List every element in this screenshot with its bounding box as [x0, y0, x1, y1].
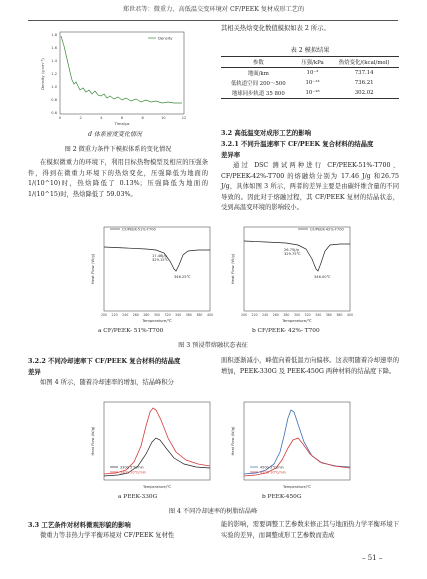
fig4a-ylabel: Heat Flow (W/g) [91, 426, 95, 456]
fig4a-legend-2: 330G 10℃/min [120, 470, 146, 475]
figure-3a-dsc-chart [86, 217, 216, 327]
section-3-2-heading: 3.2 高低温变对成形工艺的影响 [221, 129, 312, 137]
right-paragraph-line: 通过 DSC 测试两种进行 CF/PEEK-51%-T700、 [233, 162, 399, 169]
fig2-subcaption: d 体系密度变化情况 [88, 131, 142, 138]
right-intro: 其相关热焓变化数值模拟如表 2 所示。 [221, 25, 330, 32]
fig4a-subcaption: a PEEK-330G [118, 494, 158, 500]
header-rule [28, 20, 398, 21]
fig3b-subcaption: b CF/PEEK- 42%- T700 [252, 328, 320, 334]
fig2-ytick: 1.6 [51, 46, 57, 50]
fig3b-legend: CF/PEEK-42%-T700 [310, 227, 344, 232]
fig3b-ylabel: Heat Flow (W/g) [230, 253, 235, 285]
figure-3b-dsc-chart [226, 217, 356, 327]
fig3a-xtick: 200 [100, 313, 108, 317]
fig3b-xtick: 340 [315, 313, 322, 317]
table2-cell: 地面/km [247, 71, 269, 77]
left-paragraph-line: 应的压强条件，得到在微重力环境下的热焓变化，压 [28, 159, 209, 177]
fig2-ytick: 1.0 [51, 85, 57, 89]
table2-header: 参数 [252, 60, 264, 66]
fig2-ytick: 1.8 [51, 33, 57, 37]
fig4b-curve-5c [244, 410, 350, 474]
section-3-2-1-heading-line2: 差异率 [221, 151, 241, 159]
left-paragraph-line: 强降低为地面的 1/(10^10)时，热焓降低了 0.13%；压 [28, 169, 209, 188]
right-paragraph3-line: 能的影响，需要调整工艺参数来修正其与地面热力学 [221, 521, 368, 528]
fig4b-legend-1: 450G 5℃/min [260, 465, 284, 470]
fig2-xtick: 4 [100, 116, 103, 120]
fig2-xtick: 8 [141, 116, 144, 120]
fig2-ylabel: Density (g·cm⁻³) [40, 58, 45, 90]
fig3b-xlabel: Temperature/℃ [282, 318, 312, 323]
right-paragraph-line: 纤维含量的不同导致的。因此对于熔融过程，其 CF/ [221, 183, 400, 201]
fig2-xtick: 12 [181, 116, 187, 120]
section-3-2-2-heading-line1: 3.2.2 不同冷却速率下 CF/PEEK 复合材料的结晶度 [28, 357, 181, 365]
fig2-density-curve [61, 36, 182, 103]
fig3a-ylabel: Heat Flow (W/g) [90, 253, 95, 285]
fig2-yticks [51, 33, 57, 115]
fig3a-xtick: 400 [206, 313, 214, 317]
fig3-caption: 图 3 预浸带熔融状态表征 [178, 342, 248, 349]
fig3a-xtick: 240 [122, 313, 129, 317]
fig3a-xtick: 220 [111, 313, 118, 317]
fig3a-xtick: 260 [132, 313, 139, 317]
table2-header-row [221, 57, 399, 68]
running-header: 郑世君等：微重力、高低温交变环境对 CF/PEEK 复材成形工艺的 [122, 6, 305, 13]
table2-cell: 低轨道空间 200～500 [231, 81, 286, 87]
table2-cell: 737.14 [354, 70, 374, 76]
right-paragraph-line: 26.75 J/g，具体如图 3 所示，两者的差异主要是由碳 [221, 172, 399, 191]
figure-2-density-chart [36, 24, 196, 128]
table2-cell: 10⁻³ [306, 70, 319, 76]
fig3b-xtick: 400 [346, 313, 354, 317]
fig2-legend: Density [158, 35, 173, 41]
fig3a-legend: CF/PEEK-51%-T700 [122, 227, 156, 232]
fig3a-xticks [101, 313, 213, 317]
section-3-2-2-heading-line2: 差异 [28, 368, 41, 376]
right-paragraph-line: CF/PEEK-42%-T700 的熔融焓分别为 17.46 J/g 和 [221, 172, 381, 180]
table2-row [221, 68, 399, 79]
fig3b-xtick: 300 [293, 313, 301, 317]
right-paragraph-line: PEEK 复材的结晶状态，受到高温变环境的影响较小。 [221, 193, 399, 212]
fig3b-xtick: 360 [325, 313, 332, 317]
fig3b-plot-frame [244, 227, 350, 311]
right-paragraph2-line: 冷却速率的增加，PEEK-330G 及 PEEK-450G 两种材 [221, 357, 399, 375]
fig3a-xlabel: Temperature/℃ [142, 318, 172, 323]
figure-4b-crystallization-chart [226, 396, 356, 496]
right-paragraph2-line: 面积逐渐减小，峰值向着低温方向偏移。这表明随着 [221, 357, 368, 364]
fig4a-curve-5c [104, 408, 210, 474]
fig2-xtick: 2 [79, 116, 82, 120]
left-paragraph-line: 在模拟微重力的环境下，利用目标热物模型及相 [40, 159, 176, 166]
fig3a-annotation-enthalpy: 17.46J/g [152, 254, 167, 258]
fig2-ytick: 0.6 [51, 111, 57, 115]
fig2-plot-frame [60, 32, 184, 114]
fig3b-dsc-curve [244, 241, 350, 271]
table2-cell: 10⁻¹⁸ [305, 90, 320, 96]
fig4a-xlabel: Temperature/℃ [142, 485, 172, 489]
fig3b-xtick: 260 [272, 313, 279, 317]
left-paragraph-2: 如图 4 所示，随着冷却速率的增加，结晶峰积分 [40, 379, 174, 386]
right-paragraph-2 [221, 356, 399, 377]
fig3b-annotation-peak: 346.00℃ [314, 275, 331, 279]
fig4b-xlabel: Temperature/℃ [282, 485, 312, 489]
page-number: – 51 – [362, 554, 383, 562]
left-paragraph-line: 强降低为地面的 1/(10^15)时，热焓降低了 59.03%。 [28, 180, 208, 198]
table2-row [221, 88, 399, 99]
table2-cell: 10⁻¹³ [305, 80, 320, 86]
fig2-caption: 图 2 微重力条件下模拟体系的变化情况 [64, 146, 172, 153]
table2-row [221, 78, 399, 88]
right-paragraph3-line: 平衡环境下实验的差异，而调整成形工艺参数而造成 [221, 521, 399, 539]
fig3b-xtick: 240 [262, 313, 269, 317]
fig2-ytick: 1.2 [51, 72, 57, 76]
fig3b-annotation-enthalpy: 26.75J/g [284, 248, 299, 252]
fig3b-xtick: 380 [336, 313, 343, 317]
section-3-3-heading: 3.3 工艺条件对材料微观形貌的影响 [28, 521, 131, 529]
left-paragraph-3: 微重力等非热力学平衡环境对 CF/PEEK 复材性 [40, 532, 175, 539]
right-paragraph2-line: 料的结晶度下降。 [344, 367, 396, 375]
fig2-ytick: 1.4 [51, 59, 57, 63]
table2-cell: 736.21 [354, 80, 374, 86]
fig3a-xtick: 380 [196, 313, 203, 317]
fig4b-ylabel: Heat Flow (W/g) [231, 426, 235, 456]
fig3a-xtick: 360 [185, 313, 192, 317]
fig2-xlabel: Time/μs [114, 121, 130, 126]
fig3a-annotation-peak: 346.25℃ [174, 275, 191, 279]
fig3a-xtick: 280 [143, 313, 150, 317]
fig2-ytick: 0.8 [51, 98, 57, 102]
fig3a-xtick: 340 [175, 313, 182, 317]
table2-header: 压强/kPa [301, 60, 324, 66]
fig3b-annotation-onset: 329.75℃ [284, 252, 301, 256]
fig2-xtick: 0 [58, 116, 62, 120]
table2-title: 表 2 模拟结果 [290, 47, 330, 54]
fig3a-plot-frame [104, 227, 210, 311]
fig4b-subcaption: b PEEK-450G [262, 494, 302, 500]
fig4b-legend-2: 450G 10℃/min [260, 470, 286, 475]
fig2-xtick: 6 [120, 116, 124, 120]
fig3b-xtick: 320 [304, 313, 311, 317]
fig3b-xticks [241, 313, 353, 317]
fig3a-xtick: 320 [164, 313, 171, 317]
fig3b-xtick: 220 [251, 313, 258, 317]
fig3b-xtick: 200 [240, 313, 248, 317]
fig4-caption: 图 4 不同冷却速率的树脂结晶峰 [168, 508, 258, 515]
left-paragraph-1 [28, 158, 208, 200]
fig2-xtick: 10 [161, 116, 166, 120]
right-paragraph-1 [221, 161, 399, 214]
fig2-xticks [59, 116, 186, 120]
section-3-2-1-heading-line1: 3.2.1 不同升温速率下 CF/PEEK 复合材料的结晶度 [221, 140, 374, 148]
fig3a-xtick: 300 [153, 313, 161, 317]
fig3a-annotation-onset: 329.15℃ [152, 258, 169, 262]
table-2 [221, 56, 399, 99]
right-paragraph-3 [221, 520, 399, 541]
table2-header: 热焓变化/(kcal/mol) [338, 60, 390, 66]
table2-cell: 302.02 [354, 90, 374, 96]
fig3b-xtick: 280 [283, 313, 290, 317]
fig3a-subcaption: a CF/PEEK- 51%-T700 [98, 328, 164, 334]
table2-cell: 地球同步轨道 35 800 [231, 91, 285, 97]
figure-4a-crystallization-chart [86, 396, 216, 496]
fig4a-legend-1: 330G 5℃/min [120, 465, 144, 470]
